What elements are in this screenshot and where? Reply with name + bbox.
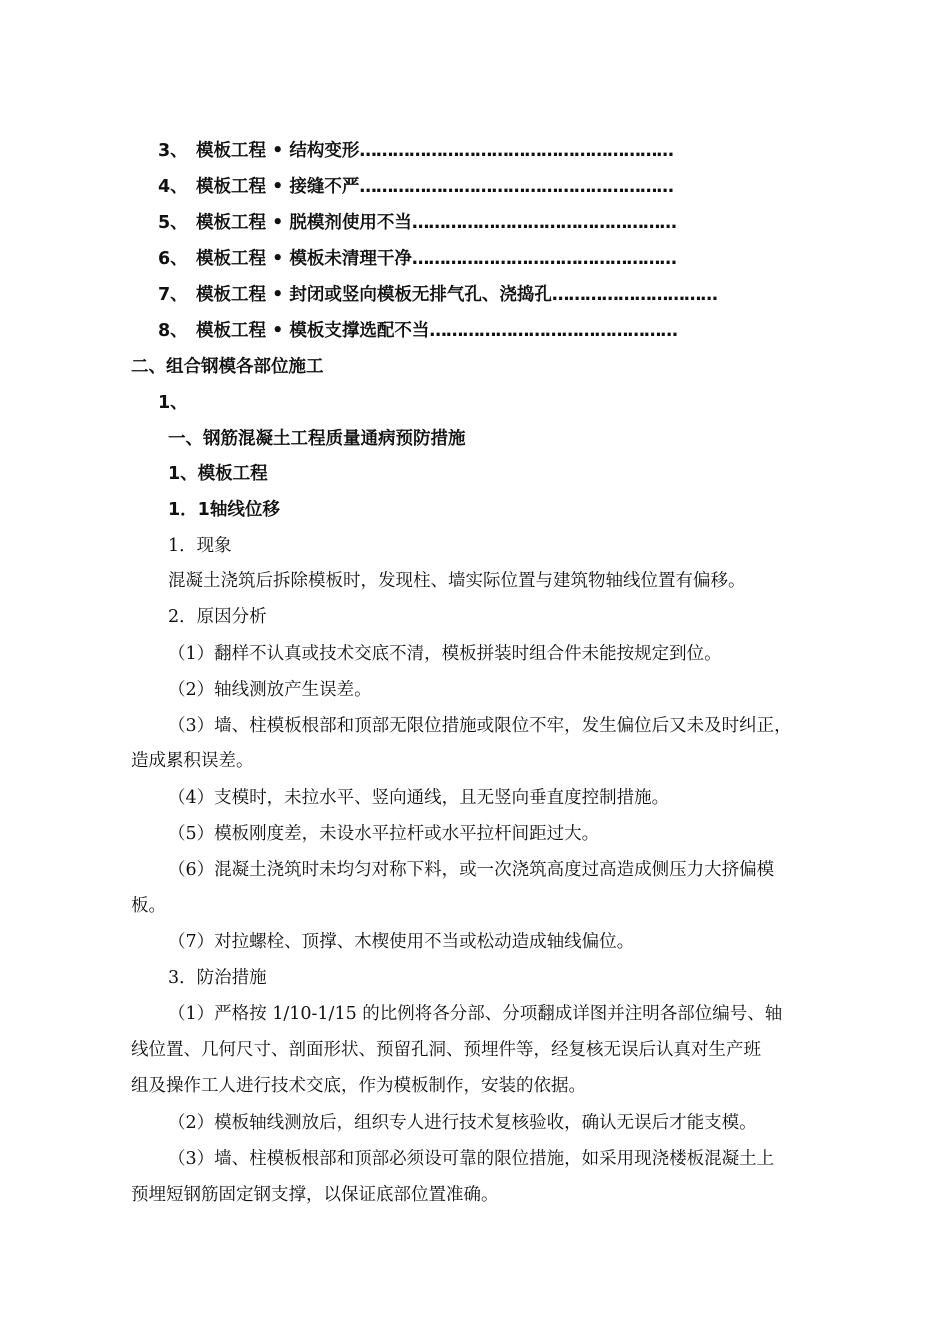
paragraph: （1）翻样不认真或技术交底不清，模板拼装时组合件未能按规定到位。 bbox=[168, 644, 722, 664]
paragraph: 混凝土浇筑后拆除模板时，发现柱、墙实际位置与建筑物轴线位置有偏移。 bbox=[168, 571, 746, 591]
toc-title: 模板工程 • 结构变形 bbox=[196, 141, 360, 161]
paragraph: 预埋短钢筋固定钢支撑，以保证底部位置准确。 bbox=[131, 1185, 499, 1205]
toc-number: 7、 bbox=[158, 285, 188, 305]
paragraph: （3）墙、柱模板根部和顶部必须设可靠的限位措施，如采用现浇楼板混凝土上 bbox=[168, 1149, 775, 1169]
paragraph: （2）模板轴线测放后，组织专人进行技术复核验收，确认无误后才能支模。 bbox=[168, 1113, 757, 1133]
toc-leader: ……………………………………… bbox=[429, 321, 677, 341]
paragraph: （6）混凝土浇筑时未均匀对称下料，或一次浇筑高度过高造成侧压力大挤偏模 bbox=[168, 860, 775, 880]
toc-title: 模板工程 • 接缝不严 bbox=[196, 177, 360, 197]
paragraph: （5）模板刚度差，未设水平拉杆或水平拉杆间距过大。 bbox=[168, 824, 600, 844]
toc-leader: ………………………… bbox=[551, 285, 717, 305]
toc-entry-5 bbox=[158, 211, 676, 235]
section-item: 1、 bbox=[158, 393, 188, 413]
chapter-heading: 一、钢筋混凝土工程质量通病预防措施 bbox=[168, 429, 466, 449]
toc-number: 6、 bbox=[158, 249, 188, 269]
paragraph-title: 3．防治措施 bbox=[168, 968, 267, 988]
paragraph: （4）支模时，未拉水平、竖向通线，且无竖向垂直度控制措施。 bbox=[168, 788, 670, 808]
toc-leader: ………………………………………… bbox=[411, 213, 676, 233]
topic-heading: 1．1轴线位移 bbox=[168, 500, 280, 520]
toc-number: 5、 bbox=[158, 213, 188, 233]
toc-title: 模板工程 • 模板未清理干净 bbox=[196, 249, 412, 269]
toc-title: 模板工程 • 模板支撑选配不当 bbox=[196, 321, 430, 341]
toc-number: 8、 bbox=[158, 321, 188, 341]
toc-entry-7 bbox=[158, 283, 717, 307]
paragraph: （7）对拉螺栓、顶撑、木楔使用不当或松动造成轴线偏位。 bbox=[168, 932, 635, 952]
paragraph: （3）墙、柱模板根部和顶部无限位措施或限位不牢，发生偏位后又未及时纠正， bbox=[168, 716, 792, 736]
toc-entry-4 bbox=[158, 175, 673, 199]
subsection-heading: 1、模板工程 bbox=[168, 464, 268, 484]
paragraph: 造成累积误差。 bbox=[131, 751, 254, 771]
paragraph: （2）轴线测放产生误差。 bbox=[168, 680, 372, 700]
paragraph-title: 1．现象 bbox=[168, 536, 232, 556]
toc-number: 3、 bbox=[158, 141, 188, 161]
toc-number: 4、 bbox=[158, 177, 188, 197]
toc-title: 模板工程 • 封闭或竖向模板无排气孔、浇捣孔 bbox=[196, 285, 552, 305]
toc-leader: ………………………………………… bbox=[411, 249, 676, 269]
toc-title: 模板工程 • 脱模剂使用不当 bbox=[196, 213, 412, 233]
section-heading: 二、组合钢模各部位施工 bbox=[131, 357, 324, 377]
paragraph-title: 2．原因分析 bbox=[168, 607, 267, 627]
paragraph: 组及操作工人进行技术交底，作为模板制作，安装的依据。 bbox=[131, 1076, 586, 1096]
toc-entry-6 bbox=[158, 247, 676, 271]
paragraph: 板。 bbox=[131, 896, 166, 916]
toc-leader: ………………………………………………… bbox=[359, 177, 673, 197]
paragraph: （1）严格按 1/10-1/15 的比例将各分部、分项翻成详图并注明各部位编号、轴 bbox=[168, 1004, 783, 1024]
toc-leader: ………………………………………………… bbox=[359, 141, 673, 161]
paragraph: 线位置、几何尺寸、剖面形状、预留孔洞、预埋件等，经复核无误后认真对生产班 bbox=[131, 1040, 761, 1060]
toc-entry-8 bbox=[158, 319, 677, 343]
toc-entry-3 bbox=[158, 139, 673, 163]
